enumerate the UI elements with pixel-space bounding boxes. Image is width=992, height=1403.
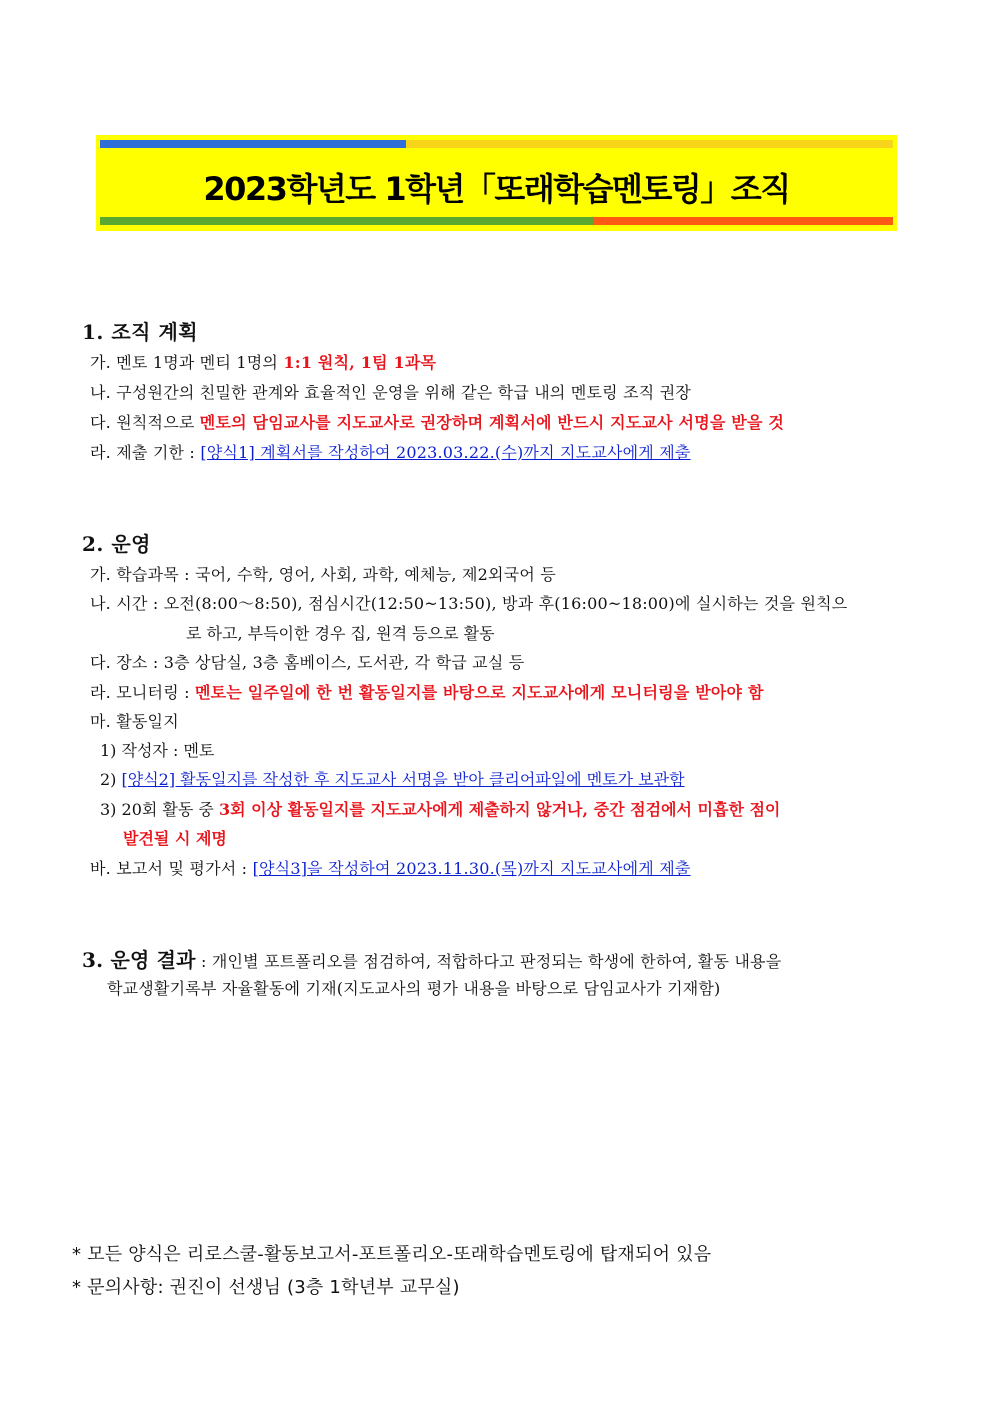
s2-ma2-link[interactable]: [양식2] 활동일지를 작성한 후 지도교사 서명을 받아 클리어파일에 멘토가 보관함 — [121, 770, 685, 789]
s1-item-ra — [90, 440, 691, 463]
s2-ma-3 — [100, 797, 780, 820]
title-bottom-bar — [100, 217, 893, 225]
s1-item-ga — [90, 350, 436, 373]
s2-item-na-cont: 로 하고, 부득이한 경우 집, 원격 등으로 활동 — [186, 624, 495, 643]
s1-da-emphasis: 멘토의 담임교사를 지도교사로 권장하며 계획서에 반드시 지도교사 서명을 받을 것 — [199, 413, 785, 432]
section-2-heading: 2. 운영 — [82, 532, 151, 556]
s2-ma3-emphasis: 3회 이상 활동일지를 지도교사에게 제출하지 않거나, 중간 점검에서 미흡한 점이 — [218, 800, 781, 819]
s2-ba-link[interactable]: [양식3]을 작성하여 2023.11.30.(목)까지 지도교사에게 제출 — [252, 859, 691, 878]
s3-text-1: : 개인별 포트폴리오를 점검하여, 적합하다고 판정되는 학생에 한하여, 활동 내용을 — [195, 952, 782, 971]
s2-ma-2 — [100, 767, 685, 790]
s1-da-text: 다. 원칙적으로 — [90, 413, 200, 432]
section-3-line2: 학교생활기록부 자율활동에 기재(지도교사의 평가 내용을 바탕으로 담임교사가 기재함) — [107, 979, 721, 998]
s1-ra-text: 라. 제출 기한 : — [90, 443, 201, 462]
title-banner — [96, 135, 897, 231]
s2-item-ra — [90, 680, 764, 703]
footer-note-forms: * 모든 양식은 리로스쿨-활동보고서-포트폴리오-또래학습멘토링에 탑재되어 있음 — [72, 1244, 712, 1265]
s2-ra-text: 라. 모니터링 : — [90, 683, 196, 702]
s2-item-da: 다. 장소 : 3층 상담실, 3층 홈베이스, 도서관, 각 학급 교실 등 — [90, 653, 525, 672]
s2-ra-emphasis: 멘토는 일주일에 한 번 활동일지를 바탕으로 지도교사에게 모니터링을 받아야 함 — [195, 683, 764, 702]
title-top-bar — [100, 140, 893, 148]
section-3-line1 — [82, 944, 781, 973]
s2-ma-3-cont: 발견될 시 제명 — [123, 829, 227, 848]
s1-ga-emphasis: 1:1 원칙, 1팀 1과목 — [283, 353, 437, 372]
s2-item-ba — [90, 856, 691, 879]
section-1-heading: 1. 조직 계획 — [82, 320, 199, 344]
s1-item-da — [90, 410, 784, 433]
s1-ga-text: 가. 멘토 1명과 멘티 1명의 — [90, 353, 284, 372]
s1-item-na: 나. 구성원간의 친밀한 관계와 효율적인 운영을 위해 같은 학급 내의 멘토링 조직 권장 — [90, 383, 692, 402]
section-3-heading: 3. 운영 결과 — [82, 948, 196, 972]
footer-note-contact: * 문의사항: 권진이 선생님 (3층 1학년부 교무실) — [72, 1277, 460, 1298]
s1-ra-link[interactable]: [양식1] 계획서를 작성하여 2023.03.22.(수)까지 지도교사에게 제출 — [200, 443, 691, 462]
s2-ma2-num: 2) — [100, 770, 122, 789]
s2-ma3-text: 3) 20회 활동 중 — [100, 800, 219, 819]
page-title: 2023학년도 1학년「또래학습멘토링」조직 — [203, 170, 790, 208]
s2-item-na: 나. 시간 : 오전(8:00～8:50), 점심시간(12:50~13:50), 방과 후(16:00~18:00)에 실시하는 것을 원칙으 — [90, 594, 848, 613]
s2-ma-1: 1) 작성자 : 멘토 — [100, 741, 215, 760]
s2-ba-text: 바. 보고서 및 평가서 : — [90, 859, 253, 878]
s2-item-ma: 마. 활동일지 — [90, 712, 179, 731]
s2-item-ga: 가. 학습과목 : 국어, 수학, 영어, 사회, 과학, 예체능, 제2외국어 등 — [90, 565, 556, 584]
